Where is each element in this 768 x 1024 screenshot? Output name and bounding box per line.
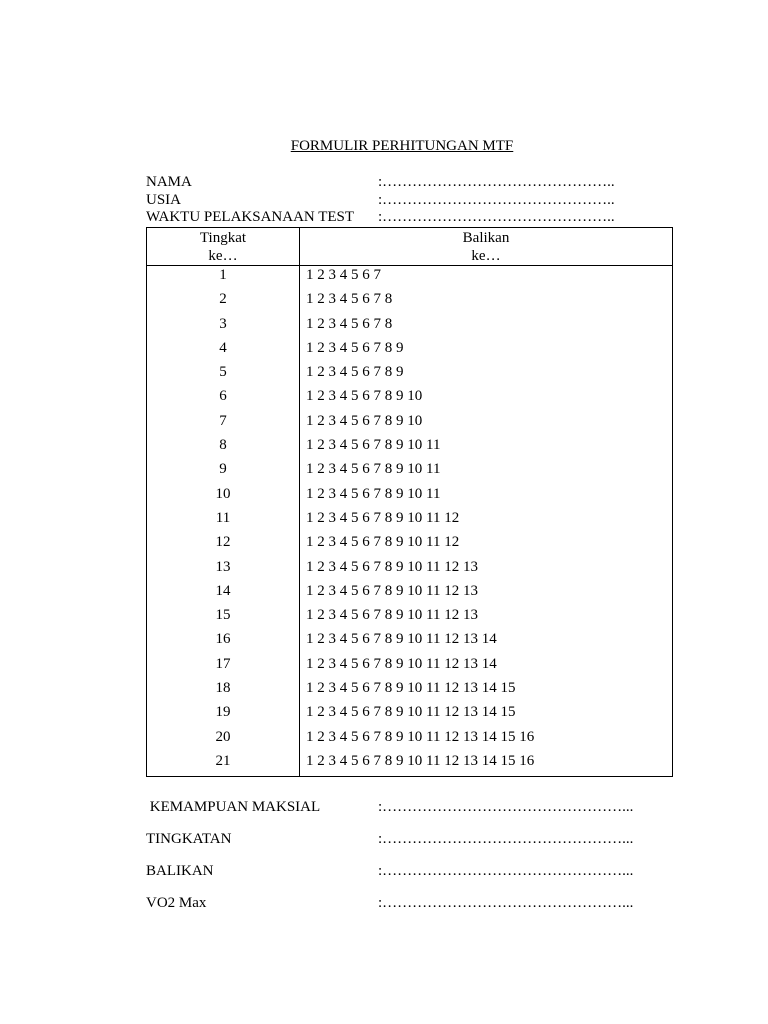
level-cell: 5 [147,363,300,387]
turns-cell: 1 2 3 4 5 6 7 8 [300,290,673,314]
level-cell: 2 [147,290,300,314]
table-row [147,363,673,387]
result-label-vo2max: VO2 Max [146,895,207,911]
table-row [147,387,673,411]
result-blank-kemampuan: :…………………………………………... [378,799,634,815]
table-row [147,630,673,654]
turns-cell: 1 2 3 4 5 6 7 8 9 10 11 [300,436,673,460]
level-cell: 14 [147,582,300,606]
result-label-tingkatan: TINGKATAN [146,831,232,847]
result-balikan [146,861,686,881]
level-cell: 21 [147,752,300,777]
mtf-table [146,227,673,777]
field-nama [146,173,686,191]
header-level-line2: ke… [208,248,238,264]
turns-cell: 1 2 3 4 5 6 7 8 9 10 11 12 [300,509,673,533]
table-row [147,412,673,436]
form-title: FORMULIR PERHITUNGAN MTF [290,138,514,154]
level-cell: 1 [147,266,300,291]
table-row [147,266,673,291]
level-cell: 20 [147,728,300,752]
table-row [147,752,673,777]
table-row [147,436,673,460]
level-cell: 10 [147,485,300,509]
level-cell: 12 [147,533,300,557]
level-cell: 13 [147,558,300,582]
table-header-row [147,228,673,266]
header-level-line1: Tingkat [199,230,247,246]
turns-cell: 1 2 3 4 5 6 7 8 9 [300,339,673,363]
level-cell: 17 [147,655,300,679]
header-turn [300,228,673,266]
turns-cell: 1 2 3 4 5 6 7 8 9 10 11 12 13 14 15 [300,703,673,727]
table-row [147,509,673,533]
turns-cell: 1 2 3 4 5 6 7 8 9 10 11 [300,485,673,509]
result-label-kemampuan: KEMAMPUAN MAKSIAL [146,799,321,815]
level-cell: 3 [147,315,300,339]
table-row [147,460,673,484]
field-label-waktu: WAKTU PELAKSANAAN TEST [146,209,355,225]
turns-cell: 1 2 3 4 5 6 7 8 9 10 11 12 13 14 [300,630,673,654]
header-turn-line1: Balikan [462,230,510,246]
field-blank-usia: :……………………………………….. [378,192,615,208]
turns-cell: 1 2 3 4 5 6 7 8 [300,315,673,339]
level-cell: 15 [147,606,300,630]
turns-cell: 1 2 3 4 5 6 7 8 9 10 11 12 13 [300,606,673,630]
turns-cell: 1 2 3 4 5 6 7 8 9 [300,363,673,387]
turns-cell: 1 2 3 4 5 6 7 8 9 10 11 12 [300,533,673,557]
table-row [147,485,673,509]
table-row [147,703,673,727]
field-label-usia: USIA [146,192,182,208]
result-tingkatan [146,829,686,849]
result-vo2max [146,893,686,913]
turns-cell: 1 2 3 4 5 6 7 8 9 10 11 12 13 14 15 16 [300,752,673,777]
header-level [147,228,300,266]
turns-cell: 1 2 3 4 5 6 7 8 9 10 11 12 13 [300,558,673,582]
table-row [147,339,673,363]
header-turn-line2: ke… [471,248,501,264]
result-blank-tingkatan: :…………………………………………... [378,831,634,847]
table-row [147,558,673,582]
field-blank-waktu: :……………………………………….. [378,209,615,225]
level-cell: 11 [147,509,300,533]
table-row [147,533,673,557]
table-row [147,679,673,703]
table-row [147,290,673,314]
turns-cell: 1 2 3 4 5 6 7 [300,266,673,291]
turns-cell: 1 2 3 4 5 6 7 8 9 10 11 12 13 [300,582,673,606]
field-label-nama: NAMA [146,174,192,190]
result-blank-balikan: :…………………………………………... [378,863,634,879]
table-row [147,582,673,606]
field-usia [146,191,686,209]
level-cell: 6 [147,387,300,411]
result-blank-vo2max: :…………………………………………... [378,895,634,911]
turns-cell: 1 2 3 4 5 6 7 8 9 10 [300,387,673,411]
level-cell: 9 [147,460,300,484]
turns-cell: 1 2 3 4 5 6 7 8 9 10 [300,412,673,436]
table-row [147,655,673,679]
field-waktu [146,208,686,226]
field-blank-nama: :……………………………………….. [378,174,615,190]
turns-cell: 1 2 3 4 5 6 7 8 9 10 11 12 13 14 [300,655,673,679]
table-row [147,315,673,339]
level-cell: 4 [147,339,300,363]
level-cell: 18 [147,679,300,703]
table-row [147,728,673,752]
turns-cell: 1 2 3 4 5 6 7 8 9 10 11 12 13 14 15 [300,679,673,703]
result-label-balikan: BALIKAN [146,863,214,879]
turns-cell: 1 2 3 4 5 6 7 8 9 10 11 12 13 14 15 16 [300,728,673,752]
level-cell: 19 [147,703,300,727]
result-kemampuan [146,797,686,817]
level-cell: 16 [147,630,300,654]
table-row [147,606,673,630]
level-cell: 7 [147,412,300,436]
level-cell: 8 [147,436,300,460]
turns-cell: 1 2 3 4 5 6 7 8 9 10 11 [300,460,673,484]
